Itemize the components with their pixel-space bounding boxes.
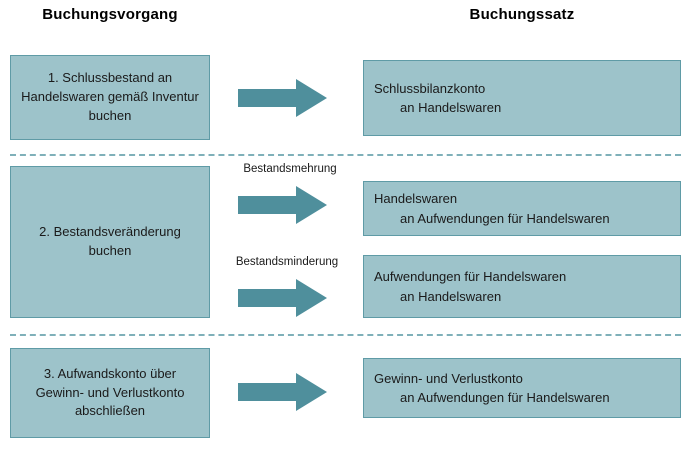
column-header-buchungssatz: Buchungssatz <box>469 6 575 23</box>
arrow-label-bestandsmehrung: Bestandsmehrung <box>243 163 337 175</box>
row-separator-2 <box>10 334 681 336</box>
journal-entry-debit-2b: Aufwendungen für Handelswaren <box>374 269 567 284</box>
journal-entry-credit-2a: an Aufwendungen für Handelswaren <box>400 210 610 226</box>
journal-entry-box-1 <box>363 60 681 136</box>
journal-entry-box-3 <box>363 358 681 418</box>
arrow-icon-2a <box>238 185 328 225</box>
arrow-icon-2b <box>238 278 328 318</box>
row-separator-1 <box>10 154 681 156</box>
journal-entry-box-2a <box>363 181 681 236</box>
process-step-box-2: 2. Bestandsveränderung buchen <box>10 166 210 318</box>
journal-entry-credit-2b: an Handelswaren <box>400 288 502 304</box>
journal-entry-box-2b <box>363 255 681 318</box>
column-header-buchungsvorgang: Buchungsvorgang <box>42 6 178 23</box>
process-step-box-1: 1. Schlussbestand an Handelswaren gemäß Inventur buchen <box>10 55 210 140</box>
arrow-label-bestandsminderung: Bestandsminderung <box>235 256 339 268</box>
arrow-icon-3 <box>238 372 328 412</box>
journal-entry-debit-3: Gewinn- und Verlustkonto <box>374 370 523 386</box>
journal-entry-debit-2a: Handelswaren <box>374 191 458 206</box>
process-step-box-3: 3. Aufwandskonto über Gewinn- und Verlustkonto abschließen <box>10 348 210 438</box>
journal-entry-debit-1: Schlussbilanzkonto <box>374 80 486 96</box>
journal-entry-credit-3: an Aufwendungen für Handelswaren <box>400 390 610 405</box>
journal-entry-credit-1: an Handelswaren <box>400 100 502 115</box>
arrow-icon-1 <box>238 78 328 118</box>
